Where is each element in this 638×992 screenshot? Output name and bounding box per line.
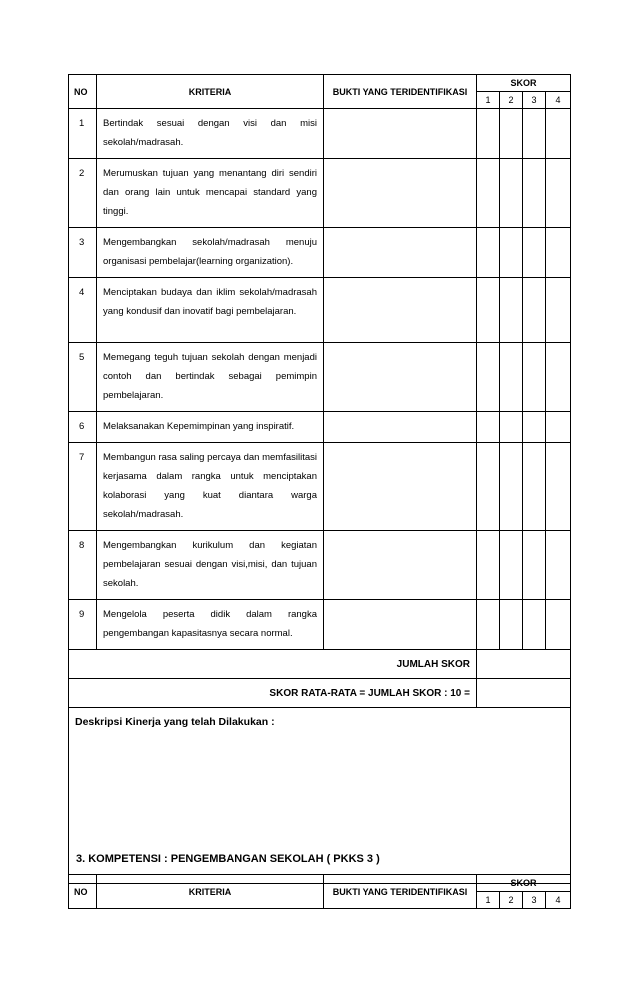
row-criteria: Melaksanakan Kepemimpinan yang inspiratif. bbox=[97, 412, 324, 443]
row-criteria: Memegang teguh tujuan sekolah dengan menjadi contoh dan bertindak sebagai pemimpin pembelajaran. bbox=[97, 343, 324, 412]
score-cell-4[interactable] bbox=[546, 228, 571, 278]
score-cell-3[interactable] bbox=[523, 531, 546, 600]
skor-3-header: 3 bbox=[523, 892, 546, 909]
table-row bbox=[69, 443, 571, 531]
score-cell-2[interactable] bbox=[500, 412, 523, 443]
score-cell-2[interactable] bbox=[500, 159, 523, 228]
evidence-cell[interactable] bbox=[324, 228, 477, 278]
table-row bbox=[69, 531, 571, 600]
table-row bbox=[69, 159, 571, 228]
col-no-header: NO bbox=[69, 75, 97, 109]
skor-4-header: 4 bbox=[546, 892, 571, 909]
score-cell-4[interactable] bbox=[546, 109, 571, 159]
score-cell-2[interactable] bbox=[500, 278, 523, 343]
evidence-cell[interactable] bbox=[324, 159, 477, 228]
score-cell-1[interactable] bbox=[477, 343, 500, 412]
col-skor-header: SKOR bbox=[477, 75, 571, 92]
score-cell-1[interactable] bbox=[477, 443, 500, 531]
score-cell-3[interactable] bbox=[523, 278, 546, 343]
skor-2-header: 2 bbox=[500, 92, 523, 109]
row-criteria: Bertindak sesuai dengan visi dan misi sekolah/madrasah. bbox=[97, 109, 324, 159]
row-number: 7 bbox=[69, 443, 97, 531]
col-bukti-header: BUKTI YANG TERIDENTIFIKASI bbox=[324, 875, 477, 909]
col-no-header: NO bbox=[69, 875, 97, 909]
skor-rata-value[interactable] bbox=[477, 679, 571, 708]
evidence-cell[interactable] bbox=[324, 109, 477, 159]
evidence-cell[interactable] bbox=[324, 278, 477, 343]
score-cell-3[interactable] bbox=[523, 443, 546, 531]
score-cell-2[interactable] bbox=[500, 531, 523, 600]
score-cell-4[interactable] bbox=[546, 531, 571, 600]
row-number: 2 bbox=[69, 159, 97, 228]
row-criteria: Mengembangkan sekolah/madrasah menuju organisasi pembelajar(learning organization). bbox=[97, 228, 324, 278]
score-cell-4[interactable] bbox=[546, 600, 571, 650]
col-skor-header: SKOR bbox=[477, 875, 571, 892]
skor-1-header: 1 bbox=[477, 92, 500, 109]
row-criteria: Mengembangkan kurikulum dan kegiatan pembelajaran sesuai dengan visi,misi, dan tujuan sekolah. bbox=[97, 531, 324, 600]
skor-1-header: 1 bbox=[477, 892, 500, 909]
skor-rata-label: SKOR RATA-RATA = JUMLAH SKOR : 10 = bbox=[69, 679, 477, 708]
row-number: 5 bbox=[69, 343, 97, 412]
score-cell-4[interactable] bbox=[546, 278, 571, 343]
row-criteria: Membangun rasa saling percaya dan memfasilitasi kerjasama dalam rangka untuk menciptakan kolaborasi yang kuat diantara warga sekolah/madrasah. bbox=[97, 443, 324, 531]
score-cell-4[interactable] bbox=[546, 343, 571, 412]
evidence-cell[interactable] bbox=[324, 412, 477, 443]
col-kriteria-header: KRITERIA bbox=[97, 75, 324, 109]
score-cell-1[interactable] bbox=[477, 159, 500, 228]
table-row bbox=[69, 109, 571, 159]
col-bukti-header: BUKTI YANG TERIDENTIFIKASI bbox=[324, 75, 477, 109]
score-cell-4[interactable] bbox=[546, 159, 571, 228]
section-3-title: 3. KOMPETENSI : PENGEMBANGAN SEKOLAH ( PKKS 3 ) bbox=[76, 853, 380, 865]
table-row bbox=[69, 278, 571, 343]
score-cell-2[interactable] bbox=[500, 343, 523, 412]
evidence-cell[interactable] bbox=[324, 443, 477, 531]
evidence-cell[interactable] bbox=[324, 531, 477, 600]
score-cell-1[interactable] bbox=[477, 109, 500, 159]
row-criteria: Merumuskan tujuan yang menantang diri sendiri dan orang lain untuk mencapai standard yang tinggi. bbox=[97, 159, 324, 228]
table-row bbox=[69, 228, 571, 278]
table-header bbox=[69, 75, 571, 109]
score-cell-2[interactable] bbox=[500, 600, 523, 650]
score-cell-1[interactable] bbox=[477, 600, 500, 650]
jumlah-skor-label: JUMLAH SKOR bbox=[69, 650, 477, 679]
skor-3-header: 3 bbox=[523, 92, 546, 109]
table-row bbox=[69, 412, 571, 443]
col-kriteria-header: KRITERIA bbox=[97, 875, 324, 909]
row-number: 6 bbox=[69, 412, 97, 443]
row-number: 1 bbox=[69, 109, 97, 159]
score-cell-1[interactable] bbox=[477, 412, 500, 443]
jumlah-skor-value[interactable] bbox=[477, 650, 571, 679]
evidence-cell[interactable] bbox=[324, 343, 477, 412]
skor-2-header: 2 bbox=[500, 892, 523, 909]
row-criteria: Menciptakan budaya dan iklim sekolah/madrasah yang kondusif dan inovatif bagi pembelajaran. bbox=[97, 278, 324, 343]
assessment-table bbox=[68, 74, 571, 884]
score-cell-2[interactable] bbox=[500, 109, 523, 159]
score-cell-3[interactable] bbox=[523, 343, 546, 412]
table-header-2 bbox=[69, 875, 571, 909]
score-cell-3[interactable] bbox=[523, 412, 546, 443]
score-cell-3[interactable] bbox=[523, 159, 546, 228]
score-cell-3[interactable] bbox=[523, 228, 546, 278]
evidence-cell[interactable] bbox=[324, 600, 477, 650]
deskripsi-label: Deskripsi Kinerja yang telah Dilakukan : bbox=[75, 716, 275, 728]
table-row bbox=[69, 343, 571, 412]
score-cell-3[interactable] bbox=[523, 600, 546, 650]
score-cell-1[interactable] bbox=[477, 531, 500, 600]
score-cell-1[interactable] bbox=[477, 228, 500, 278]
score-cell-2[interactable] bbox=[500, 228, 523, 278]
score-cell-3[interactable] bbox=[523, 109, 546, 159]
score-cell-2[interactable] bbox=[500, 443, 523, 531]
row-number: 9 bbox=[69, 600, 97, 650]
table-row bbox=[69, 600, 571, 650]
row-number: 4 bbox=[69, 278, 97, 343]
score-cell-4[interactable] bbox=[546, 443, 571, 531]
section-3-table bbox=[68, 874, 571, 909]
skor-4-header: 4 bbox=[546, 92, 571, 109]
skor-rata-row bbox=[69, 679, 571, 708]
score-cell-4[interactable] bbox=[546, 412, 571, 443]
score-cell-1[interactable] bbox=[477, 278, 500, 343]
row-number: 8 bbox=[69, 531, 97, 600]
jumlah-skor-row bbox=[69, 650, 571, 679]
row-criteria: Mengelola peserta didik dalam rangka pengembangan kapasitasnya secara normal. bbox=[97, 600, 324, 650]
row-number: 3 bbox=[69, 228, 97, 278]
